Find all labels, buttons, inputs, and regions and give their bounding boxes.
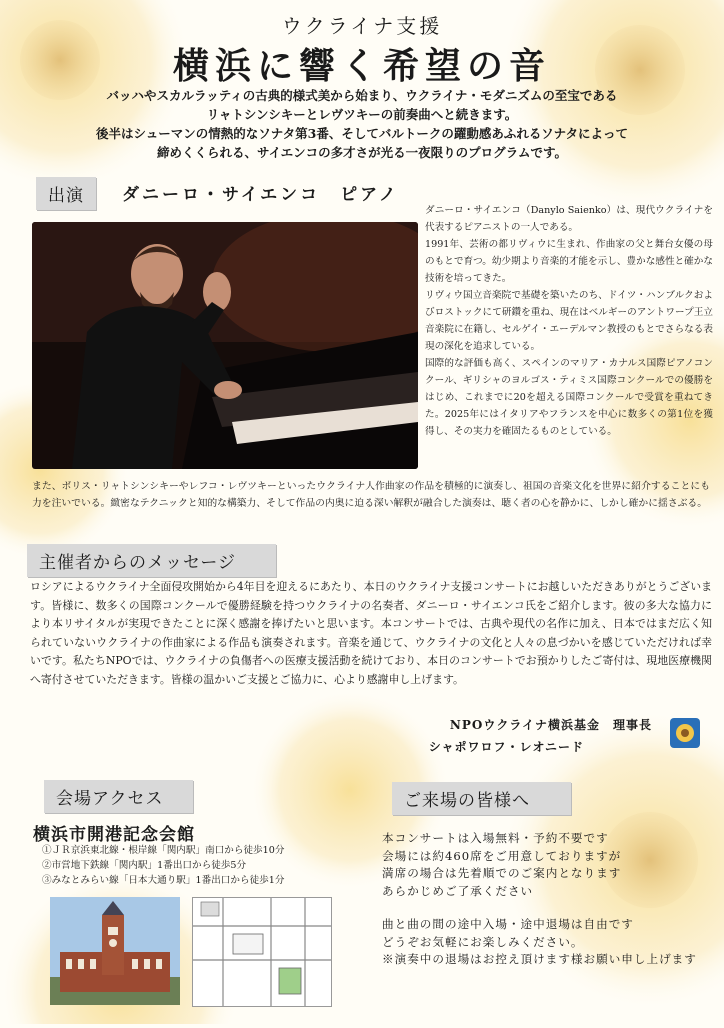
notice-line: 会場には約460席をご用意しておりますが (382, 848, 622, 863)
access-map (192, 897, 332, 1007)
performer-name: ダニーロ・サイエンコ ピアノ (122, 185, 399, 205)
bio-continued: また、ボリス・リャトシンシキーやレフコ・レヴツキーといったウクライナ人作曲家の作品を積極的に演奏し、祖国の音楽文化を世界に紹介することにも力を注いでいる。緻密なテクニックと知的な構築力、そして作品の内奥に迫る深い解釈が融合した演奏は、聴く者の心を静かに、しかし確かに揺さぶる。 (32, 481, 710, 509)
intro-line: リャトシンシキーとレヴツキーの前奏曲へと続きます。 (206, 107, 518, 122)
route-item: ①ＪＲ京浜東北線・根岸線「関内駅」南口から徒歩10分 (42, 845, 285, 856)
bio-paragraph: ダニーロ・サイエンコ（Danylo Saienko）は、現代ウクライナを代表するピアニストの一人である。 (425, 205, 713, 233)
notice-line: あらかじめご了承ください (382, 883, 534, 898)
event-subtitle: ウクライナ支援 (281, 14, 443, 38)
notice-line: 曲と曲の間の途中入場・途中退場は自由です (382, 917, 634, 931)
message-heading: 主催者からのメッセージ (27, 544, 276, 577)
guests-heading: ご来場の皆様へ (392, 782, 571, 815)
bio-paragraph: 国際的な評価も高く、スペインのマリア・カナルス国際ピアノコンクール、ギリシャのヨルゴス・ティミス国際コンクールでの優勝をはじめ、これまでに20を超える国際コンクールで受賞を重ねてきた。2025年にはイタリアやフランスを中心に数多くの第1位を獲得し、その実力を確固たるものとしている。 (425, 358, 713, 437)
organizer-message: ロシアによるウクライナ全面侵攻開始から4年目を迎えるにあたり、本日のウクライナ支援コンサートにお越しいただきありがとうございます。皆様に、数多くの国際コンクールで優勝経験を持つウクライナの名奏者、ダニーロ・サイエンコ氏をご紹介します。彼の多大な協力により本リサイタルが実現できたことに深く感謝を捧げたいと思います。本コンサートでは、古典や現代の名作に加え、日本ではまだ広く知られていないウクライナの作曲家による作品も演奏されます。音楽を通じて、ウクライナの文化と人々の息づかいを感じていただければ幸いです。私たちNPOでは、ウクライナの負傷者への医療支援活動を続けており、本日のコンサートでお預かりしたご寄付は、現地医療機関へ寄付させていただきます。皆様の温かいご支援とご協力に、心より感謝申し上げます。 (30, 580, 712, 686)
intro-line: 後半はシューマンの情熱的なソナタ第3番、そしてバルトークの躍動感あふれるソナタによって (96, 126, 628, 141)
route-item: ②市営地下鉄線「関内駅」1番出口から徒歩5分 (42, 860, 247, 871)
intro-line: バッハやスカルラッティの古典的様式美から始まり、ウクライナ・モダニズムの至宝である (106, 88, 618, 103)
signature-org: NPOウクライナ横浜基金 理事長 (449, 718, 652, 732)
notice-line: 本コンサートは入場無料・予約不要です (382, 831, 609, 845)
access-heading: 会場アクセス (44, 780, 193, 813)
venue-name: 横浜市開港記念会館 (33, 825, 195, 845)
notice-line: 満席の場合は先着順でのご案内となります (382, 866, 622, 880)
notice-line: ※演奏中の退場はお控え頂けます様お願い申し上げます (382, 952, 697, 966)
notice-line: どうぞお気軽にお楽しみください。 (382, 934, 584, 949)
pianist-photo (32, 222, 418, 469)
signature-name: シャポワロフ・レオニード (428, 740, 584, 754)
venue-building-photo (50, 897, 180, 1005)
bio-paragraph: リヴィウ国立音楽院で基礎を築いたのち、ドイツ・ハンブルクおよびロストックにて研鑽を重ね、現在はベルギーのアントワープ王立音楽院に在籍し、セルゲイ・エーデルマン教授のもとでさらなる表現の深化を追求している。 (425, 290, 713, 352)
route-list (42, 843, 284, 888)
event-title: 横浜に響く希望の音 (172, 45, 551, 87)
bio-paragraph: 1991年、芸術の都リヴィウに生まれ、作曲家の父と舞台女優の母のもとで育つ。幼少期より音楽的才能を示し、豊かな感性と確かな技術を培ってきた。 (425, 239, 713, 284)
npo-logo (670, 718, 700, 748)
program-intro (40, 86, 684, 162)
performer-heading: 出演 (36, 177, 96, 210)
performer-bio (425, 202, 713, 440)
route-item: ③みなとみらい線「日本大通り駅」1番出口から徒歩1分 (42, 875, 285, 886)
guest-notice (382, 830, 697, 969)
intro-line: 締めくくられる、サイエンコの多才さが光る一夜限りのプログラムです。 (156, 145, 567, 160)
